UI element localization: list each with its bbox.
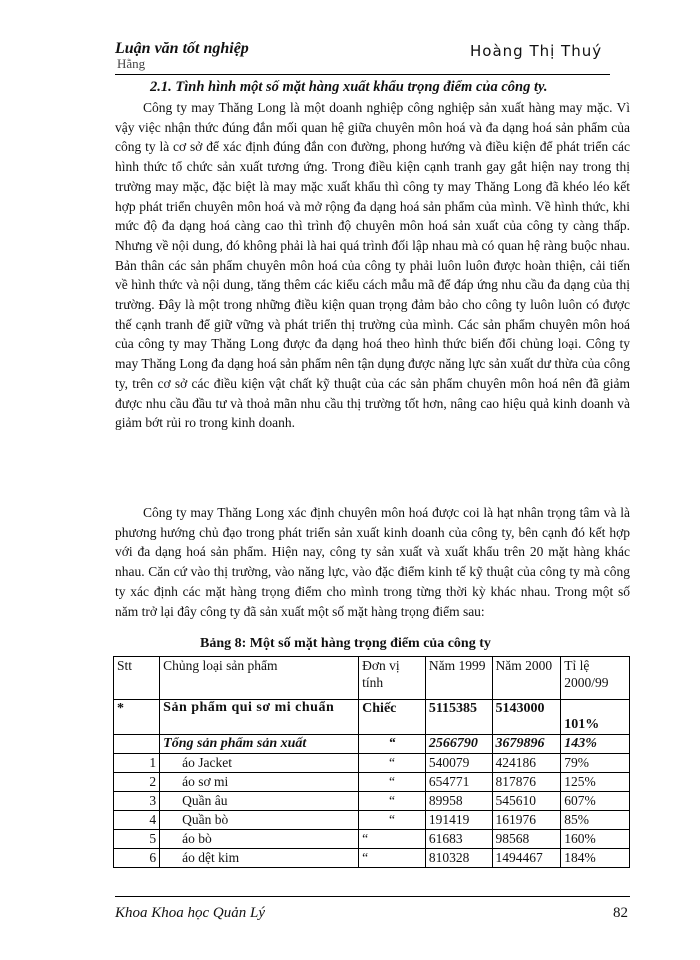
cell-stt: 1 bbox=[114, 754, 160, 773]
header-1999: Năm 1999 bbox=[425, 657, 492, 700]
cell-ratio: 607% bbox=[561, 792, 630, 811]
header-unit: Đơn vị tính bbox=[359, 657, 426, 700]
cell-2000: 817876 bbox=[492, 773, 561, 792]
cell-2000: 161976 bbox=[492, 811, 561, 830]
cell-ratio: 101% bbox=[561, 700, 630, 735]
cell-stt: 5 bbox=[114, 830, 160, 849]
cell-2000: 1494467 bbox=[492, 849, 561, 868]
cell-unit: “ bbox=[359, 830, 426, 849]
cell-stt: 3 bbox=[114, 792, 160, 811]
page-header bbox=[115, 38, 610, 75]
cell-unit: “ bbox=[359, 754, 426, 773]
cell-2000: 5143000 bbox=[492, 700, 561, 735]
cell-name: áo Jacket bbox=[160, 754, 359, 773]
cell-stt: * bbox=[114, 700, 160, 735]
cell-name: Sản phẩm qui sơ mi chuẩn bbox=[160, 700, 359, 735]
page-number: 82 bbox=[613, 905, 628, 921]
author-name-cont: Hằng bbox=[117, 56, 146, 71]
cell-unit: “ bbox=[359, 773, 426, 792]
header-2000: Năm 2000 bbox=[492, 657, 561, 700]
table-row bbox=[114, 700, 630, 735]
cell-ratio: 143% bbox=[561, 735, 630, 754]
cell-stt: 4 bbox=[114, 811, 160, 830]
header-name: Chủng loại sản phẩm bbox=[160, 657, 359, 700]
table-title: Bảng 8: Một số mặt hàng trọng điểm của công ty bbox=[200, 636, 491, 651]
cell-stt: 2 bbox=[114, 773, 160, 792]
products-table bbox=[113, 656, 630, 868]
thesis-title: Luận văn tốt nghiệp bbox=[115, 40, 249, 57]
table-row bbox=[114, 849, 630, 868]
table-row bbox=[114, 830, 630, 849]
table-row bbox=[114, 773, 630, 792]
cell-ratio: 85% bbox=[561, 811, 630, 830]
cell-stt: 6 bbox=[114, 849, 160, 868]
cell-1999: 61683 bbox=[425, 830, 492, 849]
cell-1999: 2566790 bbox=[425, 735, 492, 754]
cell-2000: 98568 bbox=[492, 830, 561, 849]
cell-2000: 3679896 bbox=[492, 735, 561, 754]
cell-name: Quần bò bbox=[160, 811, 359, 830]
table-row bbox=[114, 792, 630, 811]
cell-unit: Chiếc bbox=[359, 700, 426, 735]
cell-stt bbox=[114, 735, 160, 754]
cell-unit: “ bbox=[359, 849, 426, 868]
cell-name: Tổng sản phẩm sản xuất bbox=[160, 735, 359, 754]
cell-unit: “ bbox=[359, 792, 426, 811]
cell-1999: 191419 bbox=[425, 811, 492, 830]
cell-name: áo bò bbox=[160, 830, 359, 849]
cell-ratio: 79% bbox=[561, 754, 630, 773]
cell-2000: 424186 bbox=[492, 754, 561, 773]
author-name: Hoàng Thị Thuý bbox=[470, 42, 603, 60]
paragraph-2: Công ty may Thăng Long xác định chuyên môn hoá được coi là hạt nhân trọng tâm và là phương hướng chủ đạo trong phát triển sản xuất kinh doanh của công ty, bên cạnh đó kết hợp với đa dạng hoá sản phẩm. Hiện nay, công ty sản xuất và xuất khẩu trên 20 mặt hàng khác nhau. Căn cứ vào thị trường, vào năng lực, vào đặc điểm kinh tế kỹ thuật của công ty mà công ty xác định các mặt hàng trọng điểm cho mình trong từng thời kỳ khác nhau. Trong một số năm trở lại đây công ty đã sản xuất một số mặt hàng trọng điểm sau: bbox=[115, 505, 630, 619]
cell-1999: 5115385 bbox=[425, 700, 492, 735]
table-row bbox=[114, 735, 630, 754]
cell-1999: 810328 bbox=[425, 849, 492, 868]
table-row bbox=[114, 754, 630, 773]
table-header-row bbox=[114, 657, 630, 700]
section-title: 2.1. Tình hình một số mặt hàng xuất khẩu trọng điểm của công ty. bbox=[150, 79, 548, 95]
cell-ratio: 125% bbox=[561, 773, 630, 792]
table-row bbox=[114, 811, 630, 830]
cell-2000: 545610 bbox=[492, 792, 561, 811]
page-footer bbox=[115, 896, 630, 927]
cell-1999: 540079 bbox=[425, 754, 492, 773]
cell-unit: “ bbox=[359, 811, 426, 830]
paragraph-1: Công ty may Thăng Long là một doanh nghiệp công nghiệp sản xuất hàng may mặc. Vì vậy việc nhận thức đúng đắn mối quan hệ giữa chuyên môn hoá và đa dạng hoá sản phẩm của công ty là cơ sở để xác định đúng đắn con đường, phong hướng và điều kiện để phát triển các hình thức tổ chức sản xuất tương ứng. Trong điều kiện cạnh tranh gay gắt hiện nay trong thị trường may mặc, đặc biệt là may mặc xuất khẩu thì công ty may Thăng Long đã khéo léo kết hợp phát triển chuyên môn hoá và mở rộng đa dạng hoá sản phẩm của mình. Về hình thức, khi mức độ đa dạng hoá càng cao thì trình độ chuyên môn hoá sản xuất của công ty càng thấp. Nhưng về nội dung, đó không phải là hai quá trình đối lập nhau mà có quan hệ ràng buộc nhau. Bản thân các sản phẩm chuyên môn hoá của công ty phải luôn luôn được hoàn thiện, cải tiến về hình thức và nội dung, tăng thêm các kiểu cách mẫu mã để đáp ứng nhu cầu đa dạng của thị trường. Đây là một trong những điều kiện quan trọng đảm bảo cho công ty luôn luôn có được thế cạnh tranh để giữ vững và phát triển thị trường của mình. Các sản phẩm chuyên môn hoá của công ty may Thăng Long được đa dạng hoá theo hình thức biến đổi chủng loại. Công ty may Thăng Long đa dạng hoá sản phẩm nên tận dụng được năng lực sản xuất dư thừa của công ty, trên cơ sở các điều kiện vật chất kỹ thuật của các sản phẩm chuyên môn hoá nên đã giảm được nhu cầu đầu tư và thoả mãn nhu cầu thị trường tốt hơn, nâng cao hiệu quả kinh doanh và giảm bớt rủi ro trong kinh doanh. bbox=[115, 100, 630, 431]
faculty-name: Khoa Khoa học Quản Lý bbox=[115, 905, 265, 921]
header-ratio: Tỉ lệ 2000/99 bbox=[561, 657, 630, 700]
cell-name: áo sơ mi bbox=[160, 773, 359, 792]
header-stt: Stt bbox=[114, 657, 160, 700]
cell-ratio: 160% bbox=[561, 830, 630, 849]
cell-name: áo dệt kim bbox=[160, 849, 359, 868]
cell-unit: “ bbox=[359, 735, 426, 754]
cell-1999: 654771 bbox=[425, 773, 492, 792]
cell-name: Quần âu bbox=[160, 792, 359, 811]
cell-1999: 89958 bbox=[425, 792, 492, 811]
cell-ratio: 184% bbox=[561, 849, 630, 868]
